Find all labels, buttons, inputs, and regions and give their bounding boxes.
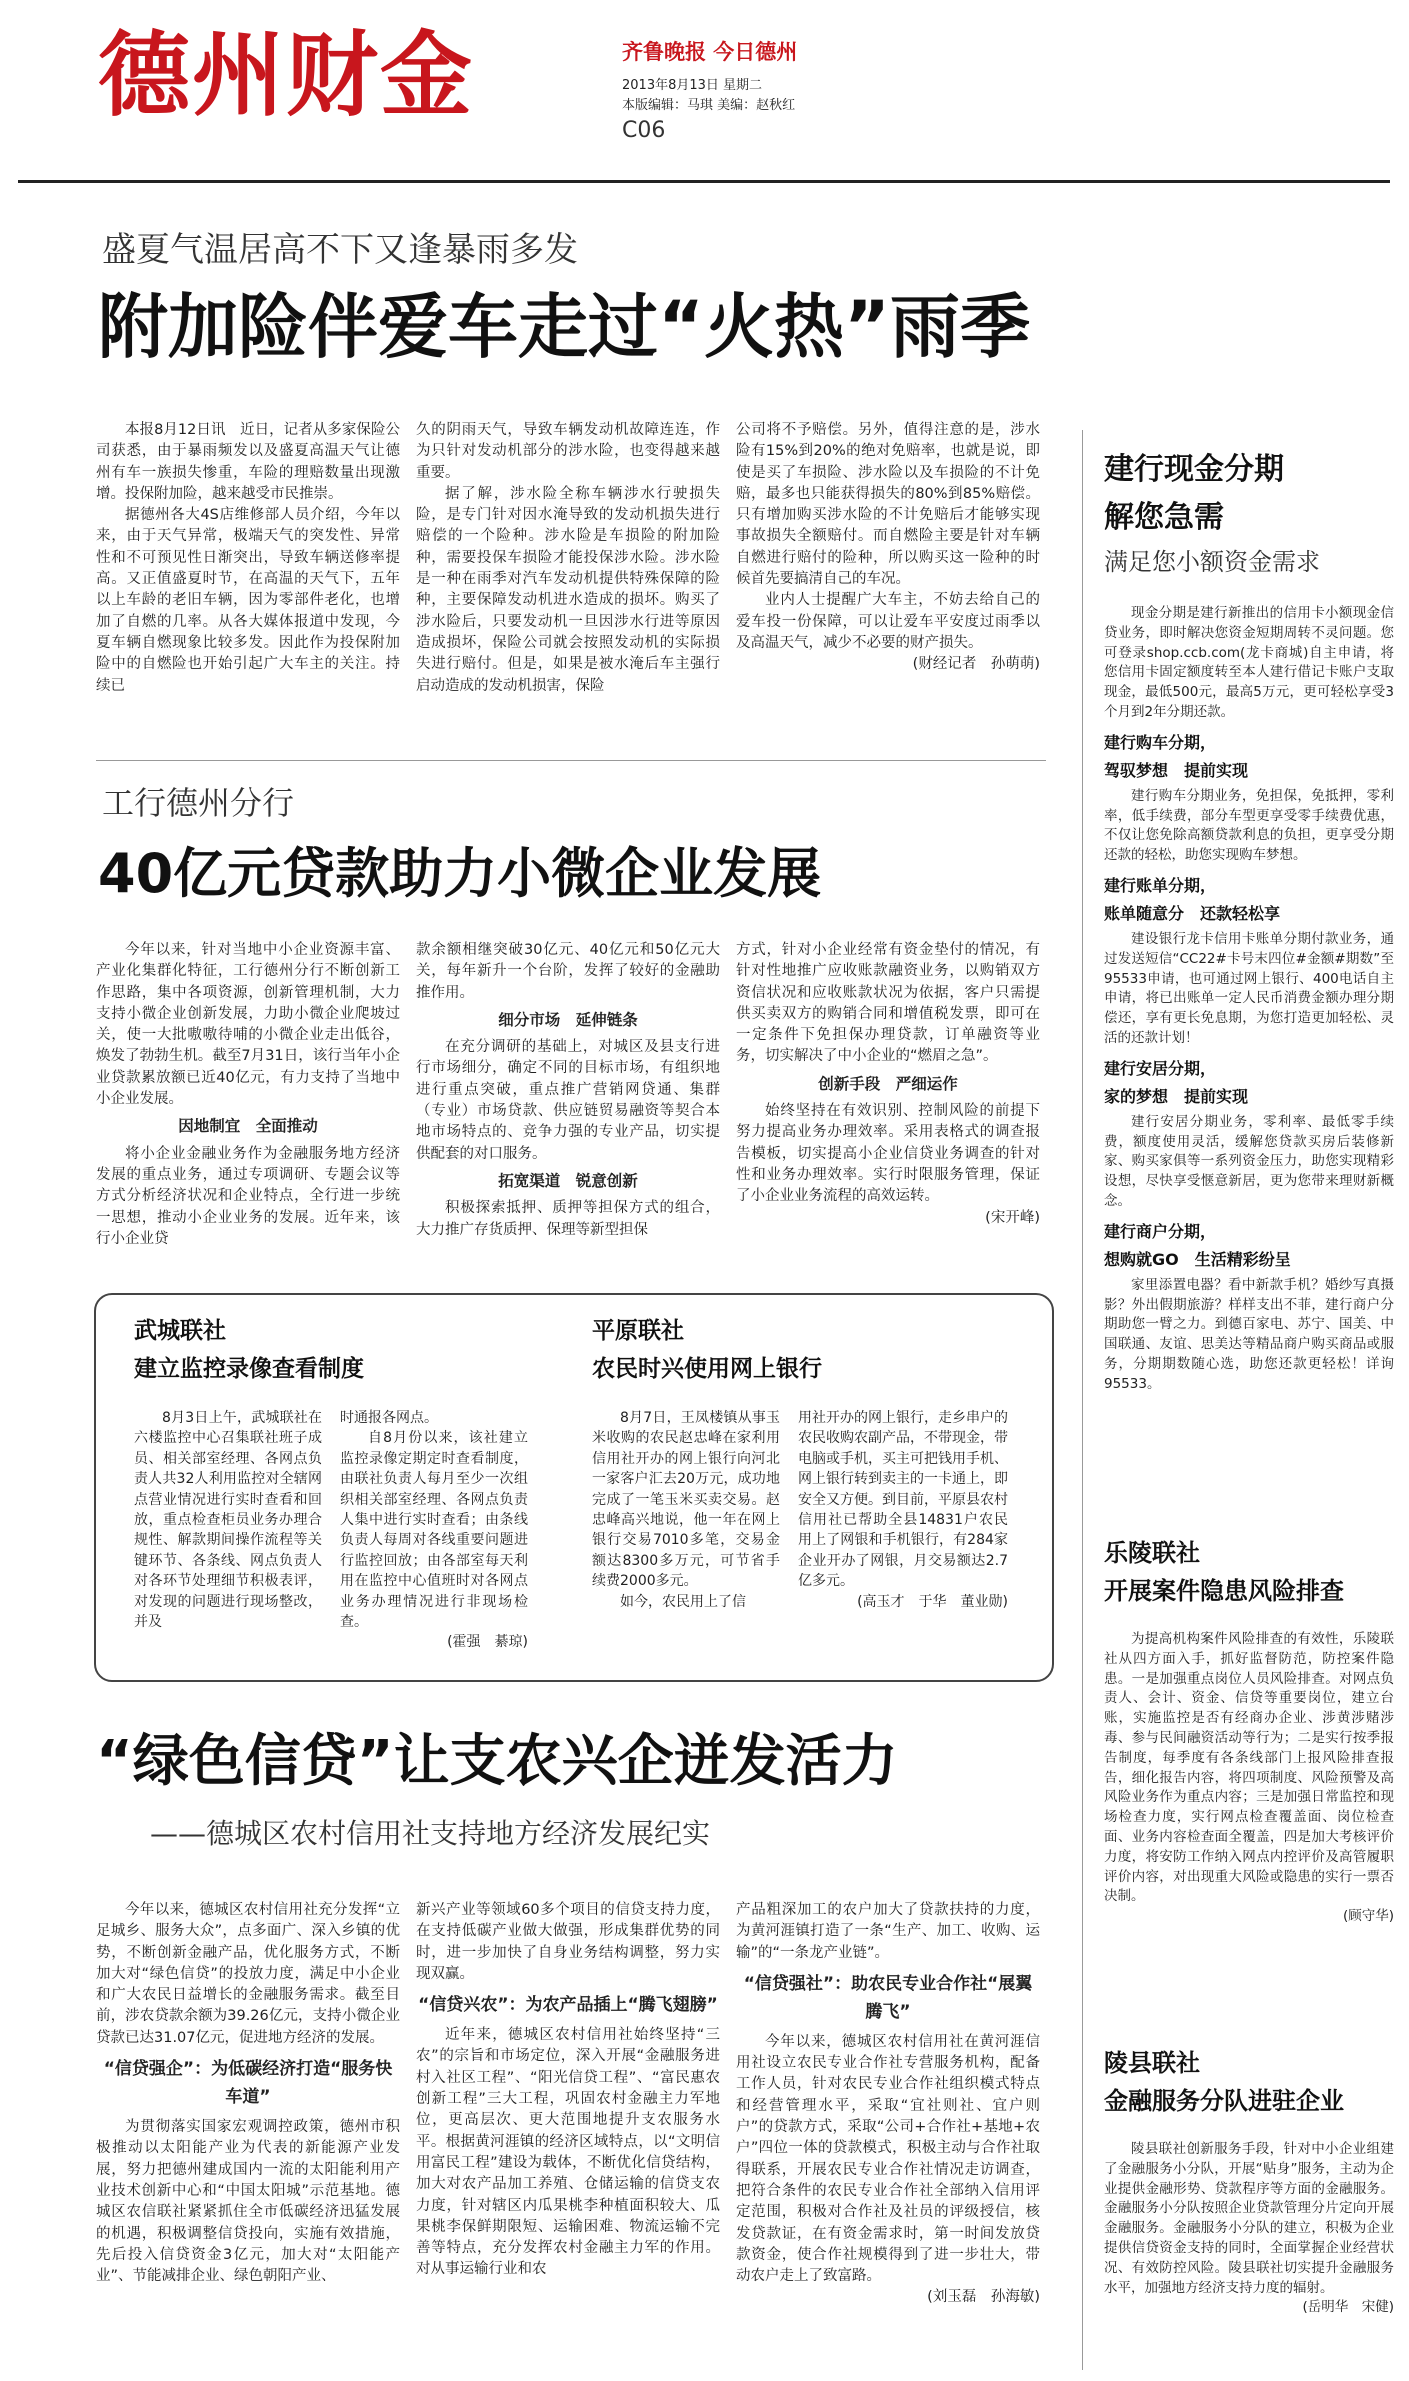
lead-c2-p1: 久的阴雨天气，导致车辆发动机故障连连，作为只针对发动机部分的涉水险，也变得越来越重要。 [416, 422, 720, 481]
green-sub-3: “信贷强社”：助农民专业合作社“展翼腾飞” [743, 1973, 1033, 2022]
wucheng-c2-p1: 时通报各网点。 [340, 1410, 438, 1426]
lead-column-2 [416, 420, 720, 697]
icbc-sub-4: 创新手段 严细运作 [818, 1074, 958, 1093]
green-c2-p2: 近年来，德城区农村信用社始终坚持“三农”的宗旨和市场定位，深入开展“金融服务进村入社区工程”、“阳光信贷工程”、“富民惠农创新工程”三大工程，巩固农村金融主力军地位，更高层次、更大范围地提升支农服务水平。根据黄河涯镇的经济区域特点，以“文明信用富民工程”建设为载体，不断优化信贷结构，加大对农产品加工养殖、仓储运输的信贷支农力度，针对辖区内瓜果桃李种植面积较大、瓜果桃李保鲜期限短、运输困难、物流运输不完善等特点，充分发挥农村金融主力军的作用。对从事运输行业和农 [416, 2027, 720, 2278]
icbc-column-1 [96, 940, 400, 1250]
lead-headline: 附加险伴爱车走过“火热”雨季 [98, 286, 1031, 368]
ccb-item-2-h1: 建行安居分期， [1104, 1058, 1217, 1078]
ccb-item-0-h2: 驾驭梦想 提前实现 [1104, 760, 1249, 780]
wucheng-column-1 [134, 1408, 322, 1632]
green-c1-p1: 今年以来，德城区农村信用社充分发挥“立足城乡、服务大众”，点多面广、深入乡镇的优势，不断创新金融产品，优化服务方式，不断加大对“绿色信贷”的投放力度，满足中小企业和广大农民日益增长的金融服务需求。截至目前，涉农贷款余额为39.26亿元，支持小微企业贷款已达31.07亿元，促进地方经济的发展。 [96, 1902, 400, 2046]
ccb-item-3-h2: 想购就GO 生活精彩纷呈 [1104, 1249, 1291, 1269]
lead-c1-p2: 据德州各大4S店维修部人员介绍，今年以来，由于天气异常，极端天气的突发性、异常性和不可预见性日渐突出，导致车辆送修率提高。又正值盛夏时节，在高温的天气下，五年以上车龄的老旧车辆，因为零部件老化，也增加了自燃的几率。从各大媒体报道中发现，今夏车辆自燃现象比较多发。因此作为投保附加险中的自燃险也开始引起广大车主的关注。持续已 [96, 507, 400, 694]
green-credit: (刘玉磊 孙海敏) [927, 2289, 1040, 2306]
green-c2-p1: 新兴产业等领域60多个项目的信贷支持力度，在支持低碳产业做大做强，形成集群优势的同时，进一步加快了自身业务结构调整，努力实现双赢。 [416, 1902, 720, 1982]
pingyuan-c1-p1: 8月7日，王凤楼镇从事玉米收购的农民赵忠峰在家利用信用社开办的网上银行向河北一家客户汇去20万元，成功地完成了一笔玉米买卖交易。赵忠峰高兴地说，他一年在网上银行交易7010多笔，交易金额达8300多万元，可节省手续费2000多元。 [592, 1410, 780, 1590]
ccb-item-3-text: 家里添置电器？看中新款手机？婚纱写真摄影？外出假期旅游？样样支出不菲，建行商户分期助您一臂之力。到德百家电、苏宁、国美、中国联通、友谊、思美达等精品商户购买商品或服务，分期期数随心选，助您还款更轻松！详询95533。 [1104, 1276, 1394, 1392]
lead-credit: (财经记者 孙萌萌) [912, 656, 1040, 673]
ccb-item-2 [1104, 1057, 1394, 1212]
pingyuan-heading [592, 1312, 1012, 1388]
icbc-headline: 40亿元贷款助力小微企业发展 [98, 842, 822, 905]
pingyuan-title: 平原联社 [592, 1318, 684, 1344]
lingxian-credit: (岳明华 宋健) [1302, 2299, 1394, 2316]
lead-kicker: 盛夏气温居高不下又逢暴雨多发 [102, 230, 578, 270]
lingxian-section [1104, 2044, 1394, 2318]
icbc-c1-p2: 将小企业金融业务作为金融服务地方经济发展的重点业务，通过专项调研、专题会议等方式分析经济状况和企业特点，全行进一步统一思想，推动小企业业务的发展。近年来，该行小企业贷 [96, 1145, 400, 1247]
wucheng-heading [134, 1312, 554, 1388]
green-column-3 [736, 1900, 1040, 2309]
issue-date: 2013年8月13日 星期二 [622, 78, 763, 93]
green-c1-p2: 为贯彻落实国家宏观调控政策，德州市积极推动以太阳能产业为代表的新能源产业发展，努力把德州建成国内一流的太阳能利用产业技术创新中心和“中国太阳城”示范基地。德城区农信联社紧紧抓住全市低碳经济迅猛发展的机遇，积极调整信贷投向，实施有效措施，先后投入信贷资金3亿元，加大对“太阳能产业”、节能减排企业、绿色朝阳产业、 [96, 2119, 400, 2285]
lead-column-1 [96, 420, 400, 697]
icbc-c2-p2: 在充分调研的基础上，对城区及县支行进行市场细分，确定不同的目标市场，有组织地进行重点突破，重点推广营销网贷通、集群（专业）市场贷款、供应链贸易融资等契合本地市场特点的、竞争力强的专业产品，切实提供配套的对口服务。 [416, 1039, 720, 1162]
icbc-sub-3: 拓宽渠道 锐意创新 [498, 1171, 638, 1190]
ccb-item-1-h2: 账单随意分 还款轻松享 [1104, 903, 1281, 923]
ccb-item-1-h1: 建行账单分期， [1104, 875, 1217, 895]
leling-title-1: 乐陵联社 [1104, 1539, 1200, 1567]
icbc-sub-2: 细分市场 延伸链条 [498, 1010, 638, 1029]
icbc-credit: (宋开峰) [985, 1209, 1040, 1226]
icbc-sub-1: 因地制宜 全面推动 [178, 1117, 318, 1136]
wucheng-c1-p1: 8月3日上午，武城联社在六楼监控中心召集联社班子成员、相关部室经理、各网点负责人共32人利用监控对全辖网点营业情况进行实时查看和回放，重点检查柜员业务办理合规性、解款期间操作流程等关键环节、各条线、网点负责人对各环节处理细节积极表评，对发现的问题进行现场整改，并及 [134, 1410, 322, 1631]
pingyuan-column-1 [592, 1408, 780, 1612]
ccb-title-1: 建行现金分期 [1104, 452, 1284, 487]
pingyuan-credit: (高玉才 于华 董业勋) [857, 1593, 1008, 1610]
ccb-item-2-text: 建行安居分期业务，零利率、最低零手续费，额度使用灵活，缓解您贷款买房后装修新家、购买家俱等一系列资金压力，助您实现精彩设想，尽快享受惬意新居，更为您带来理财新概念。 [1104, 1113, 1394, 1209]
ccb-title-2: 解您急需 [1104, 500, 1224, 535]
masthead-meta [622, 76, 795, 116]
icbc-kicker: 工行德州分行 [102, 784, 295, 822]
lingxian-title-2: 金融服务分队进驻企业 [1104, 2087, 1344, 2115]
green-headline: “绿色信贷”让支农兴企迸发活力 [96, 1729, 898, 1794]
ccb-item-0 [1104, 731, 1394, 866]
ccb-item-0-h1: 建行购车分期， [1104, 732, 1217, 752]
green-subtitle: ——德城区农村信用社支持地方经济发展纪实 [150, 1817, 711, 1850]
wucheng-credit: (霍强 綦琼) [447, 1634, 528, 1651]
icbc-c3-p1: 方式，针对小企业经常有资金垫付的情况，有针对性地推广应收账款融资业务，以购销双方资信状况和应收账款状况为依据，客户只需提供买卖双方的购销合同和增值税发票，即可在一定条件下免担保办理贷款，订单融资等业务，切实解决了中小企业的“燃眉之急”。 [736, 942, 1040, 1065]
lingxian-text: 陵县联社创新服务手段，针对中小企业组建了金融服务小分队，开展“贴身”服务，主动为企业提供金融形势、贷款程序等方面的金融服务。金融服务小分队按照企业贷款管理分片定向开展金融服务。金融服务小分队的建立，积极为企业提供信贷资金支持的同时，全面掌握企业经营状况、有效防控风险。陵县联社切实提升金融服务水平，加强地方经济支持力度的辐射。 [1104, 2141, 1394, 2296]
leling-title-2: 开展案件隐患风险排查 [1104, 1577, 1344, 1605]
icbc-c2-p3: 积极探索抵押、质押等担保方式的组合，大力推广存货质押、保理等新型担保 [416, 1200, 720, 1238]
ccb-item-1-text: 建设银行龙卡信用卡账单分期付款业务，通过发送短信“CC22#卡号末四位#金额#期数”至95533申请，也可通过网上银行、400电话自主申请，将已出账单一定人民币消费金额办理分期偿还，享有更长免息期，为您打造更加轻松、灵活的还款计划！ [1104, 930, 1394, 1046]
pingyuan-column-2 [798, 1408, 1008, 1612]
green-column-1 [96, 1900, 400, 2287]
lead-c3-p2: 业内人士提醒广大车主，不妨去给自己的爱车投一份保障，可以让爱车平安度过雨季以及高温天气，减少不必要的财产损失。 [736, 592, 1040, 651]
pingyuan-c1-p2: 如今，农民用上了信 [620, 1593, 746, 1610]
icbc-column-3 [736, 940, 1040, 1229]
pingyuan-subtitle: 农民时兴使用网上银行 [592, 1356, 822, 1382]
editors: 本版编辑：马琪 美编：赵秋红 [622, 98, 796, 113]
lead-c2-p2: 据了解，涉水险全称车辆涉水行驶损失险，是专门针对因水淹导致的发动机损失进行赔偿的一个险种。涉水险是车损险的附加险种，需要投保车损险才能投保涉水险。涉水险是一种在雨季对汽车发动机提供特殊保障的险种，主要保障发动机进水造成的损坏。购买了涉水险后，只要发动机一旦因涉水行进等原因造成损坏，保险公司就会按照发动机的实际损失进行赔付。但是，如果是被水淹后车主强行启动造成的发动机损害，保险 [416, 485, 720, 694]
icbc-c1-p1: 今年以来，针对当地中小企业资源丰富、产业化集群化特征，工行德州分行不断创新工作思路，集中各项资源，创新管理机制，大力支持小微企业创新发展，力助小微企业爬坡过关，使一大批嗷嗷待哺的小微企业走出低谷，焕发了勃勃生机。截至7月31日，该行当年小企业贷款累放额已近40亿元，有力支持了当地中小企业发展。 [96, 942, 400, 1108]
ccb-section [1104, 446, 1394, 1395]
green-c3-p1: 产品粗深加工的农户加大了贷款扶持的力度，为黄河涯镇打造了一条“生产、加工、收购、运输”的“一条龙产业链”。 [736, 1902, 1040, 1961]
lingxian-title-1: 陵县联社 [1104, 2049, 1200, 2077]
lead-c1-p1: 本报8月12日讯 近日，记者从多家保险公司获悉，由于暴雨频发以及盛夏高温天气让德州有车一族损失惨重，车险的理赔数量出现激增。投保附加险，越来越受市民推崇。 [96, 422, 400, 502]
ccb-intro [1104, 604, 1394, 723]
ccb-item-0-text: 建行购车分期业务，免担保，免抵押，零利率，低手续费，部分车型更享受零手续费优惠，不仅让您免除高额贷款利息的负担，更享受分期还款的轻松，助您实现购车梦想。 [1104, 787, 1394, 864]
paper-name: 齐鲁晚报 今日德州 [622, 39, 798, 64]
masthead-rule [18, 180, 1390, 183]
wucheng-title: 武城联社 [134, 1318, 226, 1344]
masthead-title: 德州财金 [98, 22, 475, 129]
green-sub-2: “信贷兴农”：为农产品插上“腾飞翅膀” [418, 1995, 718, 2016]
ccb-intro-p: 现金分期是建行新推出的信用卡小额现金信贷业务，即时解决您资金短期周转不灵问题。您可登录shop.ccb.com(龙卡商城)自主申请，将您信用卡固定额度转至本人建行借记卡账户支取现金，最低500元，最高5万元，更可轻松享受3个月到2年分期还款。 [1104, 605, 1394, 720]
section-divider [96, 760, 1046, 761]
ccb-item-3-h1: 建行商户分期， [1104, 1221, 1217, 1241]
wucheng-subtitle: 建立监控录像查看制度 [134, 1356, 364, 1382]
leling-text: 为提高机构案件风险排查的有效性，乐陵联社从四方面入手，抓好监督防范，防控案件隐患。一是加强重点岗位人员风险排查。对网点负责人、会计、资金、信贷等重要岗位，建立台账，实施监控是否有经商办企业、涉黄涉赌涉毒、参与民间融资活动等行为；二是实行按季报告制度，每季度有各条线部门上报风险排查报告，细化报告内容，将四项制度、风险预警及高风险业务作为重点内容；三是加强日常监控和现场检查力度，实行网点检查覆盖面、岗位检查面、业务内容检查面全覆盖，四是加大考核评价力度，将安防工作纳入网点内控评价及高管履职评价内容，对出现重大风险或隐患的实行一票否决制。 [1104, 1631, 1394, 1905]
icbc-column-2 [416, 940, 720, 1241]
pingyuan-c2-p1: 用社开办的网上银行，走乡串户的农民收购农副产品，不带现金，带电脑或手机，买主可把钱用手机、网上银行转到卖主的一卡通上，即安全又方便。到目前，平原县农村信用社已帮助全县14831户农民用上了网银和手机银行，有284家企业开办了网银，月交易额达2.7亿多元。 [798, 1410, 1008, 1590]
green-column-2 [416, 1900, 720, 2281]
wucheng-c2-p2: 自8月份以来，该社建立监控录像定期定时查看制度，由联社负责人每月至少一次组织相关部室经理、各网点负责人集中进行实时查看；由条线负责人每周对各线重要问题进行监控回放；由各部室每天利用在监控中心值班时对各网点业务办理情况进行非现场检查。 [340, 1430, 528, 1631]
lead-column-3 [736, 420, 1040, 676]
ccb-item-1 [1104, 874, 1394, 1049]
icbc-c3-p2: 始终坚持在有效识别、控制风险的前提下努力提高业务办理效率。采用表格式的调查报告模板，切实提高小企业信贷业务调查的针对性和业务办理效率。实行时限服务管理，保证了小企业业务流程的高效运转。 [736, 1103, 1040, 1205]
green-c3-p2: 今年以来，德城区农村信用社在黄河涯信用社设立农民专业合作社专营服务机构，配备工作人员，针对农民专业合作社组织模式特点和经营管理水平，采取“宜社则社、宜户则户”的贷款方式，采取“公司+合作社+基地+农户”四位一体的贷款模式，积极主动与合作社取得联系，开展农民专业合作社情况走访调查，把符合条件的农民专业合作社全部纳入信用评定范围，积极对合作社及社员的评级授信，核发贷款证，在有资金需求时，第一时间发放贷款资金，使合作社规模得到了进一步壮大，带动农户走上了致富路。 [736, 2033, 1040, 2285]
green-sub-1: “信贷强企”：为低碳经济打造“服务快车道” [103, 2059, 393, 2108]
icbc-c2-p1: 款余额相继突破30亿元、40亿元和50亿元大关，每年新升一个台阶，发挥了较好的金融助推作用。 [416, 942, 720, 1001]
wucheng-column-2 [340, 1408, 528, 1653]
ccb-item-2-h2: 家的梦想 提前实现 [1104, 1086, 1249, 1106]
ccb-item-3 [1104, 1220, 1394, 1395]
page-number: C06 [622, 118, 666, 143]
lead-c3-p1: 公司将不予赔偿。另外，值得注意的是，涉水险有15%到20%的绝对免赔率，也就是说，即使是买了车损险、涉水险以及车损险的不计免赔，最多也只能获得损失的80%到85%赔偿。只有增加购买涉水险的不计免赔后才能够实现事故损失全额赔付。而自燃险主要是针对车辆自燃进行赔付的险种，所以购买这一险种的时候首先要搞清自己的车况。 [736, 422, 1040, 588]
leling-credit: (顾守华) [1342, 1908, 1394, 1925]
ccb-kicker: 满足您小额资金需求 [1104, 548, 1320, 576]
leling-section [1104, 1534, 1394, 1927]
